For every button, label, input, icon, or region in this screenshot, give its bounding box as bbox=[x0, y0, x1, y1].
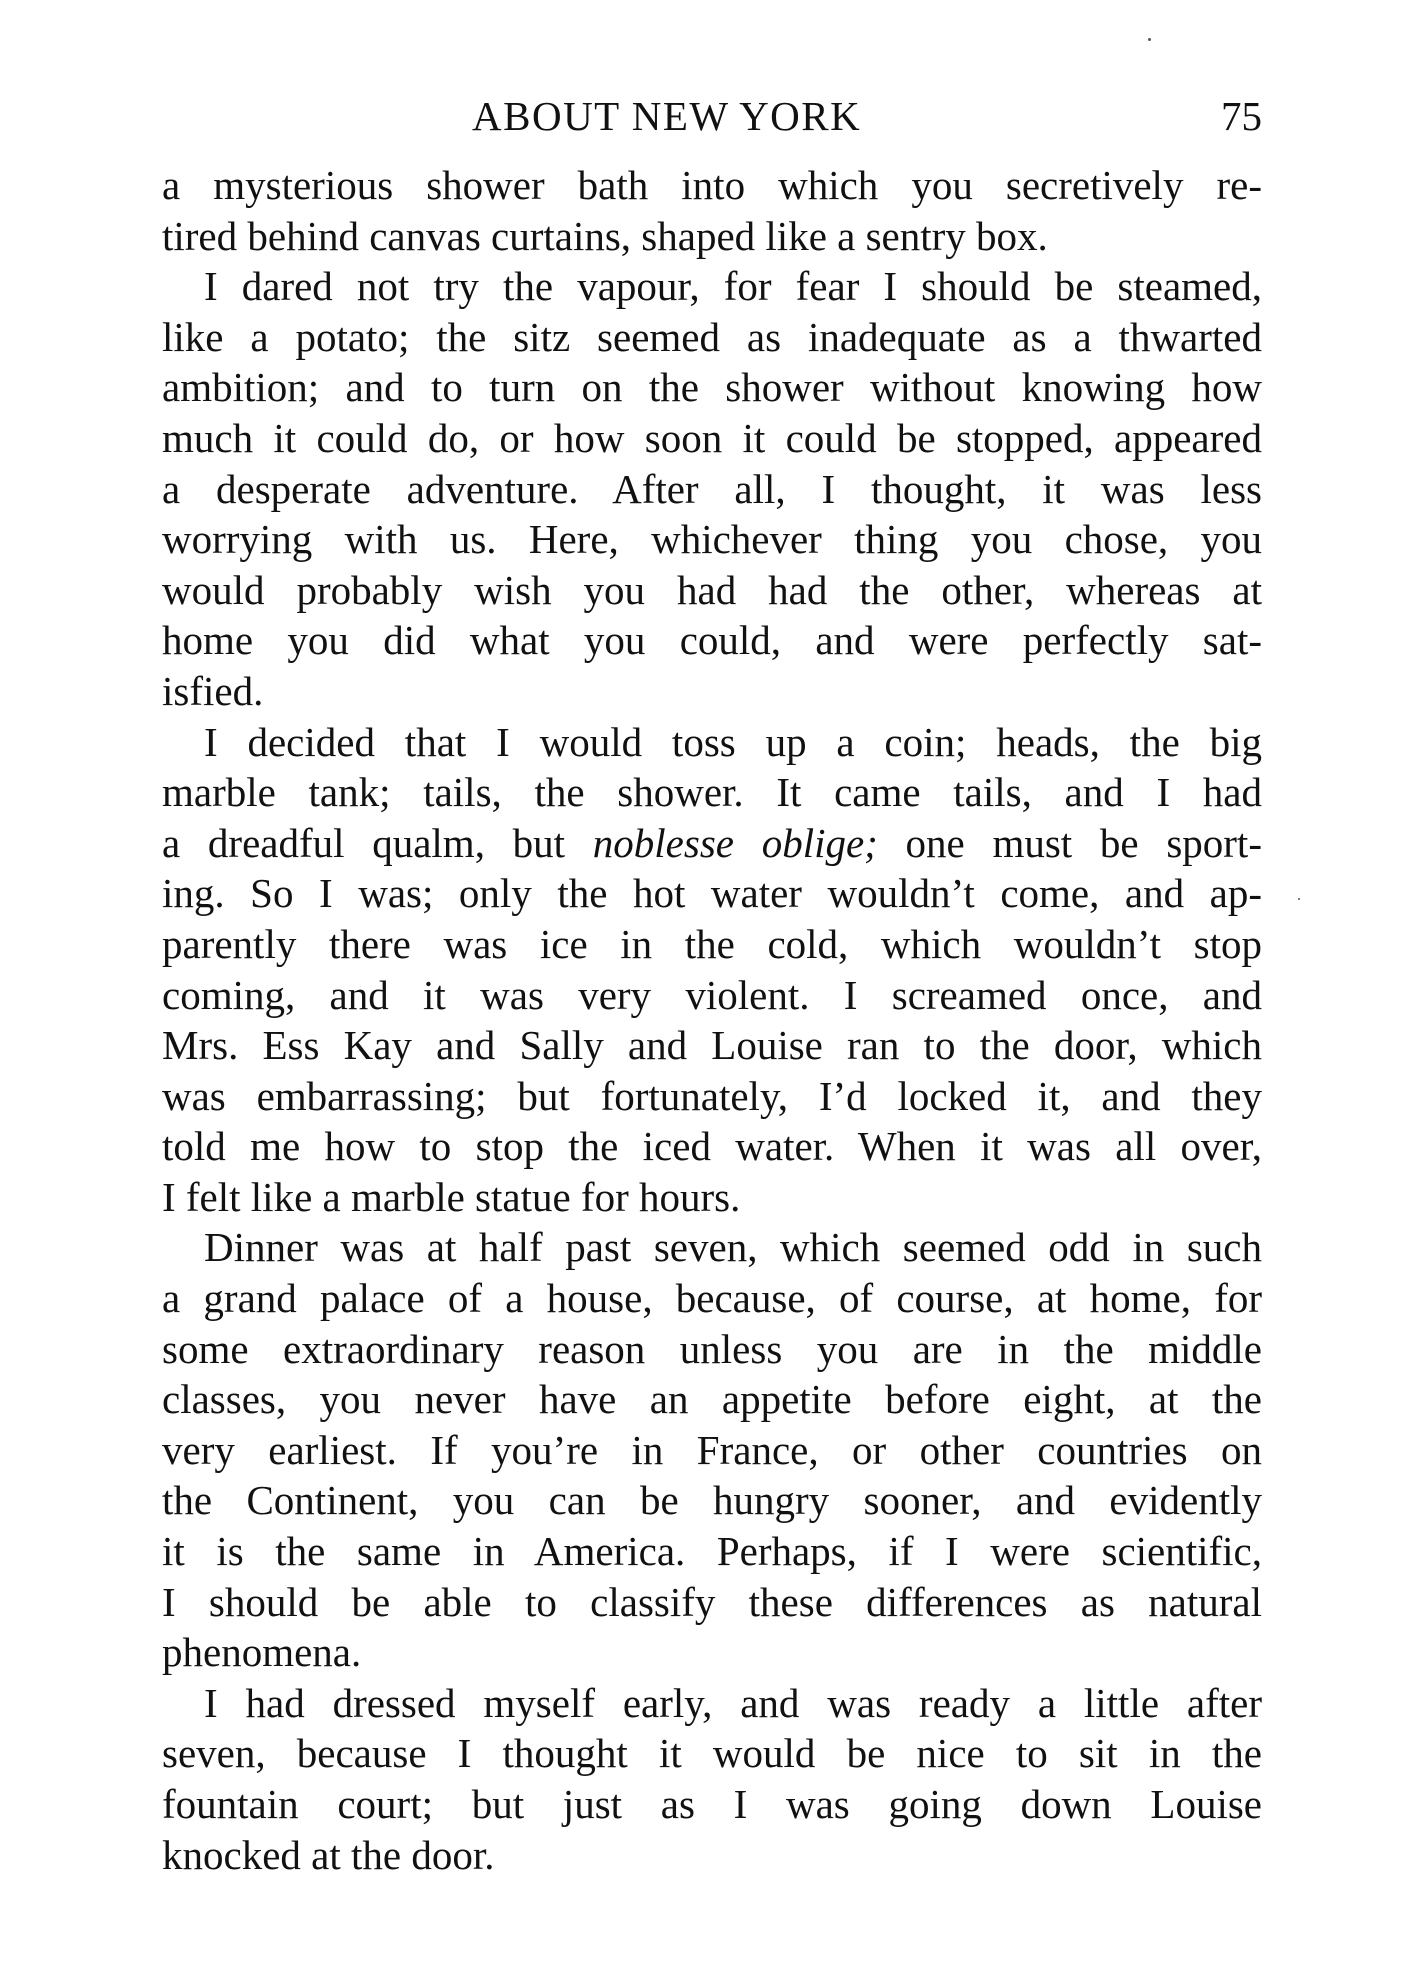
text-line: fountain court; but just as I was going down Louise bbox=[162, 1781, 1262, 1827]
print-speck bbox=[1298, 898, 1300, 900]
text-line: was embarrassing; but fortunately, I’d locked it, and they bbox=[162, 1072, 1262, 1119]
text-line: a mysterious shower bath into which you secretively re- bbox=[162, 162, 1262, 208]
running-title: ABOUT NEW YORK bbox=[472, 93, 862, 139]
text-line: the Continent, you can be hungry sooner, and evidently bbox=[162, 1477, 1262, 1524]
paragraph-start-line: I dared not try the vapour, for fear I should be steamed, bbox=[204, 263, 1262, 310]
text-line: would probably wish you had had the other, whereas at bbox=[162, 566, 1262, 613]
text-line: some extraordinary reason unless you are in the middle bbox=[162, 1325, 1262, 1372]
text-line: a grand palace of a house, because, of course, at home, for bbox=[162, 1275, 1262, 1322]
paragraph-start-line: Dinner was at half past seven, which seemed odd in such bbox=[204, 1224, 1262, 1271]
text-line: classes, you never have an appetite before eight, at the bbox=[162, 1376, 1262, 1423]
text-line: marble tank; tails, the shower. It came tails, and I had bbox=[162, 769, 1262, 816]
italic-phrase: noblesse oblige; bbox=[592, 819, 878, 866]
text-line: very earliest. If you’re in France, or other countries on bbox=[162, 1426, 1262, 1473]
text-line: I should be able to classify these differences as natural bbox=[162, 1578, 1262, 1625]
print-speck bbox=[1148, 38, 1151, 41]
text-line: home you did what you could, and were perfectly sat- bbox=[162, 617, 1262, 664]
text-line: worrying with us. Here, whichever thing you chose, you bbox=[162, 516, 1262, 563]
text-line: a desperate adventure. After all, I thought, it was less bbox=[162, 465, 1262, 512]
text-line: parently there was ice in the cold, which wouldn’t stop bbox=[162, 920, 1262, 967]
text-line: coming, and it was very violent. I screamed once, and bbox=[162, 971, 1262, 1018]
text-line: isfied. bbox=[162, 667, 264, 714]
page-number: 75 bbox=[1221, 93, 1262, 139]
running-header bbox=[162, 84, 1262, 144]
paragraph-start-line: I had dressed myself early, and was ready a little after bbox=[204, 1679, 1262, 1726]
text-line: it is the same in America. Perhaps, if I were scientific, bbox=[162, 1528, 1262, 1575]
text-line: phenomena. bbox=[162, 1629, 362, 1676]
body-text bbox=[162, 160, 1262, 1880]
paragraph-start-line: I decided that I would toss up a coin; heads, the big bbox=[204, 718, 1262, 765]
text-line: knocked at the door. bbox=[162, 1831, 495, 1878]
text-line: ing. So I was; only the hot water wouldn’t come, and ap- bbox=[162, 870, 1262, 917]
text-line: like a potato; the sitz seemed as inadequate as a thwarted bbox=[162, 313, 1262, 360]
text-line: Mrs. Ess Kay and Sally and Louise ran to the door, which bbox=[162, 1022, 1262, 1069]
text-line: a dreadful qualm, but noblesse oblige; one must be sport- bbox=[162, 819, 1262, 866]
text-line: I felt like a marble statue for hours. bbox=[162, 1173, 741, 1220]
text-line: much it could do, or how soon it could be stopped, appeared bbox=[162, 414, 1262, 461]
text-line: seven, because I thought it would be nice to sit in the bbox=[162, 1730, 1262, 1777]
text-line: tired behind canvas curtains, shaped like a sentry box. bbox=[162, 212, 1048, 259]
text-line: ambition; and to turn on the shower without knowing how bbox=[162, 364, 1262, 411]
text-line: told me how to stop the iced water. When it was all over, bbox=[162, 1123, 1262, 1170]
